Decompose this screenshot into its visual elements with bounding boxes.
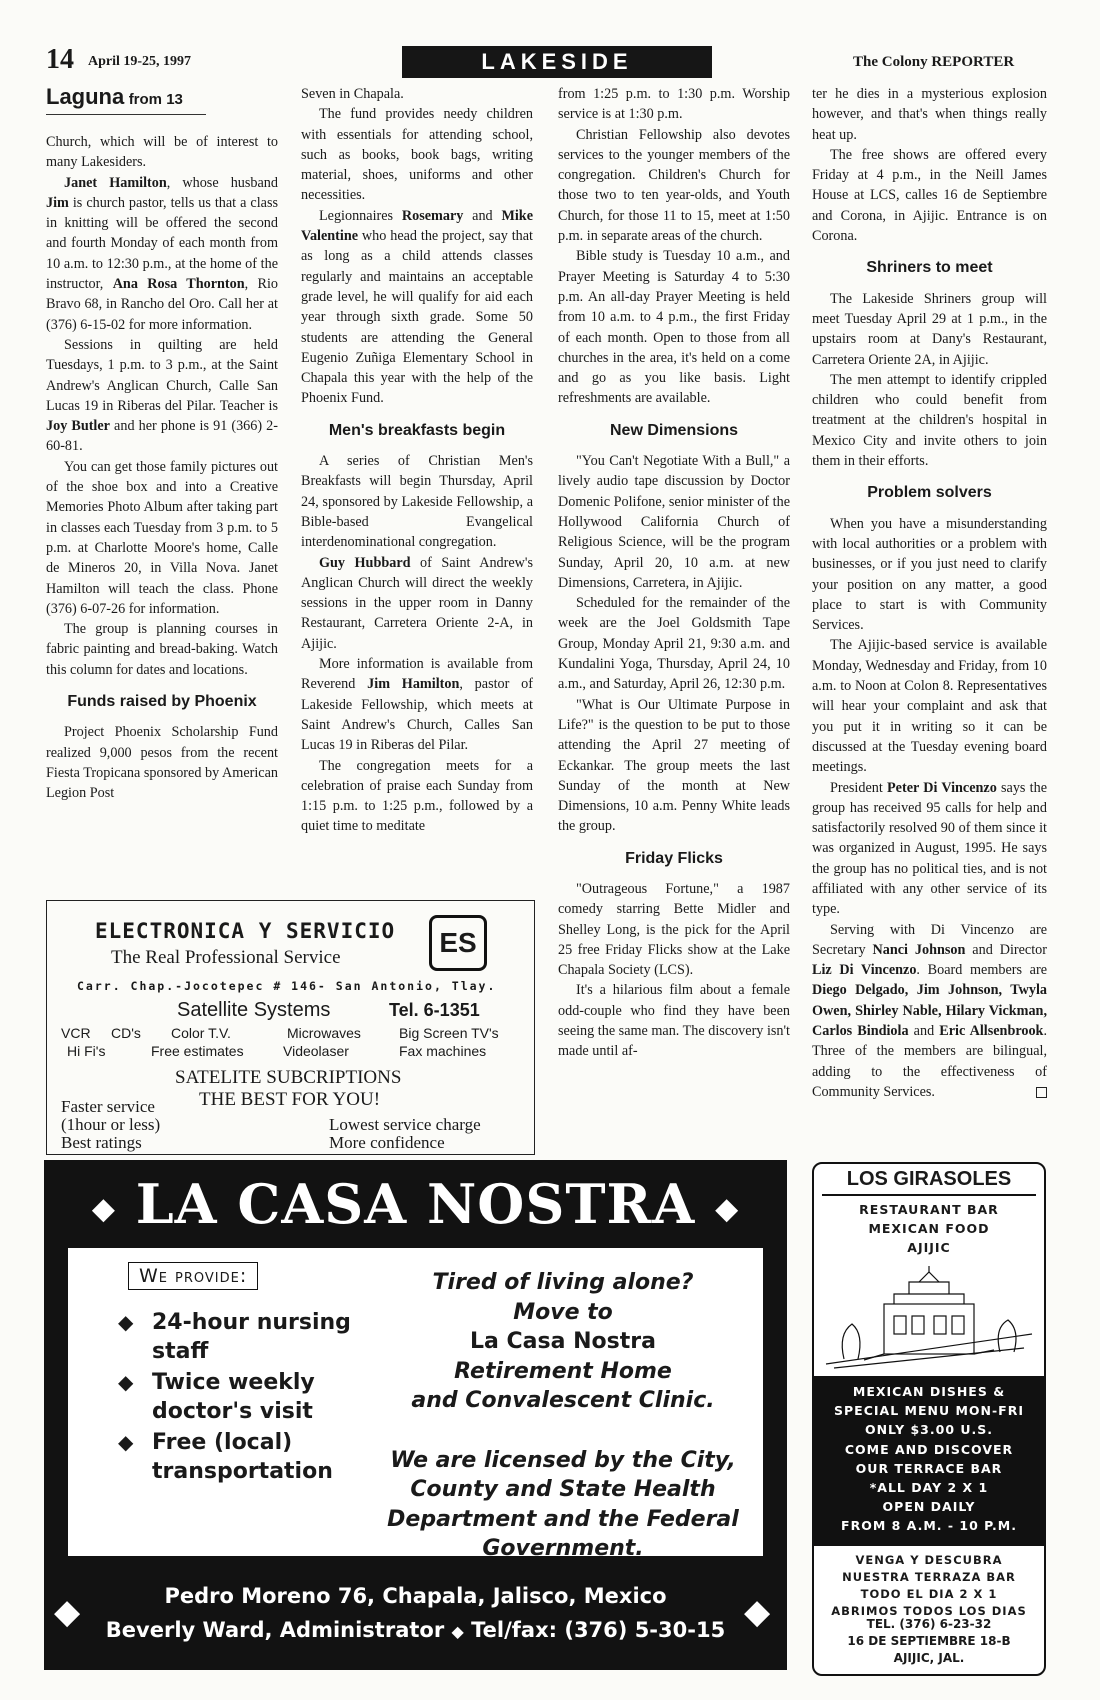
subtitle-line: MEXICAN FOOD: [868, 1221, 990, 1236]
person-name: Janet Hamilton: [64, 174, 167, 191]
restaurant-building-illustration: [824, 1264, 1034, 1374]
contact-line: AJIJIC, JAL.: [893, 1651, 965, 1665]
ad-address: Pedro Moreno 76, Chapala, Jalisco, Mexico: [164, 1584, 667, 1608]
spanish-line: VENGA Y DESCUBRA: [855, 1553, 1003, 1567]
contact-line: TEL. (376) 6-23-32: [866, 1617, 992, 1631]
newspaper-name: The Colony REPORTER: [853, 54, 1015, 70]
text: and: [908, 1023, 940, 1040]
special-line: *ALL DAY 2 X 1: [869, 1480, 989, 1496]
ad-feature: Lowest service charge: [329, 1115, 481, 1134]
ad-feature: (1hour or less): [61, 1115, 161, 1134]
special-line: MEXICAN DISHES &: [852, 1384, 1006, 1399]
ad-electronica-y-servicio: [46, 900, 535, 1155]
subheading: Problem solvers: [867, 484, 992, 502]
subheading: Funds raised by Phoenix: [67, 693, 257, 711]
subtitle-line: RESTAURANT BAR: [859, 1202, 999, 1217]
text: and: [463, 207, 502, 224]
article-title: Laguna: [46, 84, 125, 109]
article-continuation-title: [46, 84, 278, 110]
ad-business-name: LOS GIRASOLES: [846, 1168, 1012, 1190]
special-line: OPEN DAILY: [882, 1499, 976, 1515]
person-name: Jim: [46, 194, 69, 211]
text: is church pastor, tells us that a class in knitting will be offered the second and fourth Monday of each month from 10 a.m. to 12:30 p.m., at the home of the instructor,: [46, 194, 278, 293]
subheading: Friday Flicks: [625, 849, 723, 867]
special-line: SPECIAL MENU MON-FRI: [834, 1403, 1024, 1419]
diamond-icon: ◆: [744, 1594, 771, 1631]
service-item: Free estimates: [151, 1043, 244, 1059]
ad-feature: Faster service: [61, 1097, 155, 1116]
paragraph: Seven in Chapala.: [301, 86, 404, 102]
paragraph: Scheduled for the remainder of the week are the Joel Goldsmith Tape Group, Monday April 21, 9:30 a.m. and Kundalini Yoga, Thursday, April 24, 10 a.m., and Saturday, April 26, 12:30 p.m.: [558, 595, 790, 693]
text: . Three of the members are bilingual, adding to the effectiveness of Community Services.: [812, 1023, 1047, 1100]
paragraph: Christian Fellowship also devotes services to the younger members of the congregation. Children's Church for those two to ten year-olds, and Youth Church, for those 11 to 15, meet at 1:50 p.m. in separate areas of the church.: [558, 126, 790, 245]
ad-los-girasoles: [812, 1162, 1046, 1676]
service-item: Color T.V.: [171, 1025, 231, 1041]
diamond-icon: ◆: [451, 1622, 464, 1641]
feature-item: [118, 1428, 378, 1486]
column-1: [46, 132, 278, 804]
diamond-bullet-icon: ◆: [118, 1430, 134, 1454]
paragraph: Project Phoenix Scholarship Fund realized 9,000 pesos from the recent Fiesta Tropicana sponsored by American Legion Post: [46, 724, 278, 802]
pitch-line: Tired of living alone?: [432, 1270, 694, 1295]
paragraph: "What is Our Ultimate Purpose in Life?" is the question to be put to those attending the April 27 meeting of Eckankar. The group meets the last Sunday of the month at New Dimensions, 10 a.m. Penny White leads the group.: [558, 696, 790, 835]
text: Legionnaires: [319, 207, 402, 224]
text: , Rio Bravo 68, in Rancho del Oro. Call her at (376) 6-15-02 for more information.: [46, 276, 278, 333]
service-item: Videolaser: [283, 1043, 349, 1059]
paragraph: from 1:25 p.m. to 1:30 p.m. Worship service is at 1:30 p.m.: [558, 86, 790, 123]
spanish-line: NUESTRA TERRAZA BAR: [842, 1570, 1016, 1584]
service-item: VCR: [61, 1025, 91, 1041]
es-logo-icon: ES: [429, 915, 487, 971]
ad-address: Carr. Chap.-Jocotepec # 146- San Antonio, Tlay.: [77, 979, 497, 993]
person-name: Peter Di Vincenzo: [887, 779, 997, 796]
text: and Director: [965, 941, 1047, 958]
subheading: Men's breakfasts begin: [328, 421, 506, 439]
text: , whose husband: [166, 174, 278, 191]
paragraph: [301, 206, 533, 409]
divider: [822, 1194, 1036, 1196]
paragraph: [301, 553, 533, 654]
paragraph: [812, 920, 1047, 1103]
contact-line: 16 DE SEPTIEMBRE 18-B: [847, 1634, 1011, 1648]
person-name: Nanci Johnson: [872, 941, 966, 958]
we-provide-label: We provide:: [128, 1262, 258, 1290]
person-name: Diego Delgado, Jim Johnson, Twyla Owen, Shirley Nable, Hilary Vickman, Carlos Bindiola: [812, 982, 1047, 1040]
ad-feature: More confidence: [329, 1133, 445, 1152]
ad-satellite-systems: Satellite Systems: [177, 999, 331, 1021]
special-line: OUR TERRACE BAR: [855, 1460, 1003, 1476]
diamond-icon: ◆: [54, 1594, 81, 1631]
text: who head the project, say that as long as a child attends classes regularly and maintains an acceptable grade level, he will qualify for aid each year through sixth grade. Some 50 students are attending the General Eugenio Zuñiga Elementary School in Chapala this year with the help of the Phoenix Fund.: [301, 228, 533, 407]
text: , pastor of Lakeside Fellowship, which meets at Saint Andrew's Church, Calles San Lucas 19 in Riberas del Pilar.: [301, 676, 533, 754]
ad-title-text: LA CASA NOSTRA: [135, 1172, 696, 1236]
person-name: Eric Allsenbrook: [939, 1023, 1044, 1040]
ad-title: [44, 1172, 787, 1236]
pitch-line: and Convalescent Clinic.: [411, 1388, 715, 1413]
diamond-icon: ◆: [715, 1191, 740, 1227]
issue-date: April 19-25, 1997: [88, 54, 192, 69]
paragraph: It's a hilarious film about a female odd-couple who find they have been seeing the same man. The discovery isn't made until af-: [558, 982, 790, 1060]
ad-slogan: THE BEST FOR YOU!: [199, 1089, 381, 1110]
ad-content-panel: [68, 1248, 763, 1561]
paragraph: You can get those family pictures out of the shoe box and into a Creative Memories Photo Album after taking part in classes each Tuesday from 3 p.m. to 5 p.m. at Charlotte Moore's home, Calle de Mineros 20, in Villa Nova. Janet Hamilton will teach the class. Phone (376) 6-07-26 for information.: [46, 458, 278, 617]
column-3: [558, 84, 790, 1062]
person-name: Liz Di Vincenzo: [812, 962, 917, 979]
paragraph: [46, 335, 278, 457]
ad-subtitle: [814, 1200, 1044, 1257]
paragraph: Bible study is Tuesday 10 a.m., and Prayer Meeting is Saturday 4 to 5:30 p.m. An all-day Prayer Meeting is held from 10 a.m. to 4 p.m., the first Friday of each month. Open to those from all churches in the area, it's held on a come and go as you like basis. Light refreshments are available.: [558, 248, 790, 407]
diamond-bullet-icon: ◆: [118, 1370, 134, 1394]
page-number: 14: [46, 44, 74, 75]
paragraph: [46, 173, 278, 335]
paragraph: ter he dies in a mysterious explosion however, and that's when things really heat up.: [812, 86, 1047, 143]
feature-text: Free (local) transportation: [152, 1430, 333, 1484]
feature-text: 24-hour nursing staff: [152, 1310, 351, 1364]
end-of-story-icon: [1036, 1087, 1047, 1098]
diamond-bullet-icon: ◆: [118, 1310, 134, 1334]
feature-item: [118, 1308, 378, 1366]
text: says the group has received 95 calls for help and satisfactorily resolved 90 of them since it was organized in August, 1995. He says the group has no political ties, and is not affiliated with any other service of its type.: [812, 779, 1047, 918]
paragraph: The group is planning courses in fabric painting and bread-baking. Watch this column for dates and locations.: [46, 621, 278, 678]
paragraph: A series of Christian Men's Breakfasts will begin Thursday, April 24, sponsored by Lakeside Fellowship, a Bible-based Evangelical interdenominational congregation.: [301, 453, 533, 551]
person-name: Joy Butler: [46, 418, 110, 435]
service-item: CD's: [111, 1025, 141, 1041]
paragraph: Church, which will be of interest to many Lakesiders.: [46, 134, 278, 171]
ad-contact: [44, 1618, 787, 1642]
paragraph: The Ajijic-based service is available Monday, Wednesday and Friday, from 10 a.m. to Noon at Colon 8. Representatives will hear your complaint and ask that you put it in writing so it can be discussed at the Tuesday evening board meetings.: [812, 637, 1047, 776]
text: of Saint Andrew's Anglican Church will direct the weekly sessions in the upper room in Danny Restaurant, Carretera Oriente 2-A, in Ajijic.: [301, 554, 533, 652]
ad-la-casa-nostra: [44, 1160, 787, 1670]
text: President: [830, 779, 888, 796]
person-name: Ana Rosa Thornton: [112, 276, 245, 293]
paragraph: [301, 654, 533, 755]
paragraph: The fund provides needy children with essentials for attending school, such as books, book bags, writing material, shoes, uniforms and other necessities.: [301, 106, 533, 204]
person-name: Mike Valentine: [301, 207, 533, 245]
diamond-icon: ◆: [91, 1191, 116, 1227]
ad-business-name: ELECTRONICA Y SERVICIO: [95, 919, 396, 943]
phone: Tel/fax: (376) 5-30-15: [471, 1618, 726, 1642]
title-rule: [46, 114, 206, 115]
paragraph: When you have a misunderstanding with local authorities or a problem with businesses, or if you just need to clarify your position on any matter, a good place to start is with Community Services.: [812, 515, 1047, 634]
feature-item: [118, 1368, 378, 1426]
administrator: Beverly Ward, Administrator: [105, 1618, 445, 1642]
paragraph: The Lakeside Shriners group will meet Tuesday April 29 at 1 p.m., in the upstairs room at Dany's Restaurant, Carretera Oriente 2A, in Ajijic.: [812, 290, 1047, 368]
spanish-line: TODO EL DIA 2 X 1: [860, 1587, 998, 1601]
text: . Board members are: [916, 962, 1047, 979]
service-item: Microwaves: [287, 1025, 361, 1041]
ad-subscriptions: SATELITE SUBCRIPTIONS: [175, 1067, 402, 1088]
section-banner: LAKESIDE: [402, 46, 712, 78]
ad-pitch: [368, 1268, 758, 1564]
person-name: Rosemary: [401, 207, 464, 224]
person-name: Jim Hamilton: [367, 676, 460, 693]
paragraph: The free shows are offered every Friday at 4 p.m., in the Neill James House at LCS, calles 16 de Septiembre and Corona, in Ajijic. Entrance is on Corona.: [812, 146, 1047, 245]
ad-contact: [814, 1616, 1044, 1667]
paragraph: The congregation meets for a celebration of praise each Sunday from 1:15 p.m. to 1:25 p.m., followed by a quiet time to meditate: [301, 757, 533, 835]
paragraph: "Outrageous Fortune," a 1987 comedy starring Bette Midler and Shelley Long, is the pick for the April 25 free Friday Flicks show at the Lake Chapala Society (LCS).: [558, 880, 790, 979]
paragraph: "You Can't Negotiate With a Bull," a lively audio tape discussion by Doctor Domenic Polifone, senior minister of the Hollywood California Church of Religious Science, will be the program Sunday, April 20, 10 a.m. at new Dimensions, Carretera, in Ajijic.: [558, 453, 790, 591]
subheading: Shriners to meet: [866, 259, 993, 277]
special-line: ONLY $3.00 U.S.: [864, 1422, 994, 1438]
person-name: Guy Hubbard: [319, 554, 411, 571]
column-2: [301, 84, 533, 837]
paragraph: [812, 778, 1047, 920]
ad-feature: Best ratings: [61, 1133, 142, 1152]
subheading: New Dimensions: [609, 421, 739, 439]
continued-from: from 13: [128, 91, 183, 108]
text: Sessions in quilting are held Tuesdays, 1 p.m. to 3 p.m., at the Saint Andrew's Anglican Church, Calle San Lucas 19 in Riberas del Pilar. Teacher is: [46, 336, 278, 414]
ad-spanish-text: [814, 1552, 1044, 1620]
column-4: [812, 84, 1047, 1102]
service-item: Big Screen TV's: [399, 1025, 499, 1041]
text: More information is available from Reverend: [301, 656, 533, 693]
spanish-line: ABRIMOS TODOS LOS DIAS: [831, 1604, 1027, 1618]
text: Serving with Di Vincenzo are Secretary: [812, 921, 1047, 958]
license-statement: We are licensed by the City, County and State Health Department and the Federal Government.: [387, 1447, 739, 1561]
ad-tagline: The Real Professional Service: [111, 947, 341, 968]
subtitle-line: AJIJIC: [907, 1240, 951, 1255]
service-item: Fax machines: [399, 1043, 487, 1059]
paragraph: The men attempt to identify crippled children who could benefit from treatment at the children's hospital in Mexico City and invite others to join them in their efforts.: [812, 371, 1047, 470]
pitch-line: Move to: [513, 1299, 613, 1325]
service-item: Hi Fi's: [67, 1043, 106, 1059]
text: and her phone is 91 (366) 2-60-81.: [46, 418, 278, 455]
pitch-line: Retirement Home: [454, 1358, 672, 1384]
ad-specials-text: [814, 1382, 1044, 1536]
special-line: COME AND DISCOVER: [844, 1441, 1014, 1457]
special-line: FROM 8 A.M. - 10 P.M.: [841, 1518, 1017, 1534]
ad-phone: Tel. 6-1351: [389, 1000, 480, 1020]
pitch-line: La Casa Nostra: [470, 1329, 656, 1354]
feature-text: Twice weekly doctor's visit: [152, 1370, 315, 1424]
